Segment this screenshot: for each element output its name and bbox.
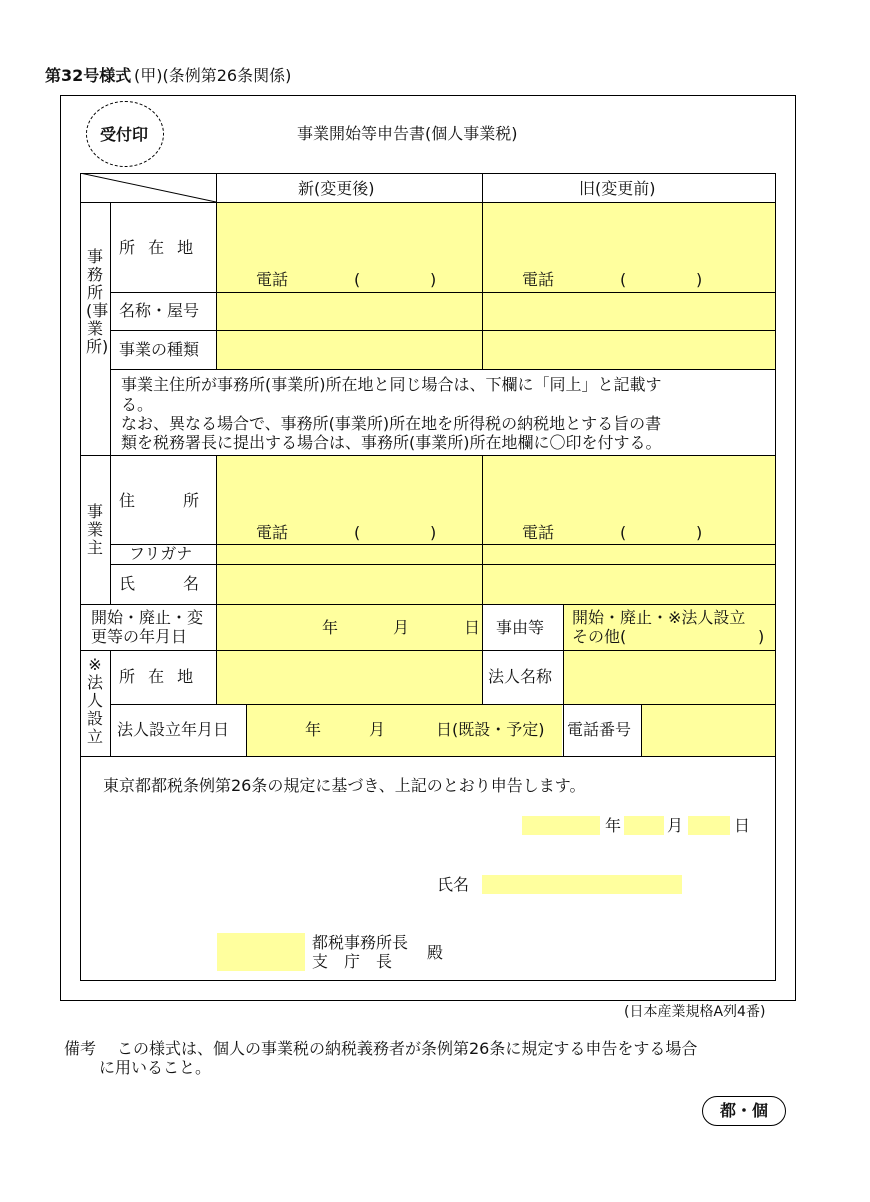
- form-number: 第32号様式: [45, 66, 132, 85]
- col-line: [216, 455, 217, 704]
- honorific: 殿: [427, 943, 444, 962]
- reception-stamp-label: 受付印: [100, 125, 149, 144]
- row-line: [80, 756, 776, 757]
- office-note-line2: る。: [121, 395, 154, 414]
- row-line: [110, 292, 776, 293]
- paren-open: (: [354, 523, 361, 542]
- form-title: 事業開始等申告書(個人事業税): [297, 124, 518, 143]
- decl-day-label: 日: [734, 816, 751, 835]
- paren-close: ): [430, 523, 437, 542]
- col-line: [246, 704, 247, 756]
- row-line: [110, 369, 776, 370]
- row-line: [110, 544, 776, 545]
- corp-section-label: ※法人設立: [86, 655, 103, 746]
- row-line: [80, 455, 776, 456]
- office-note-line4: 類を税務署長に提出する場合は、事務所(事業所)所在地欄に〇印を付する。: [121, 433, 662, 452]
- remarks-label: 備考: [64, 1039, 97, 1058]
- change-month-label: 月: [393, 618, 410, 637]
- col-line: [482, 455, 483, 704]
- col-line: [110, 650, 111, 756]
- col-line: [563, 704, 564, 756]
- column-header-old: 旧(変更前): [579, 179, 656, 198]
- row-line: [110, 704, 776, 705]
- paren-open: (: [354, 270, 361, 289]
- row-line: [110, 330, 776, 331]
- col-line: [641, 704, 642, 756]
- column-header-new: 新(変更後): [298, 179, 375, 198]
- office-name-label: 名称・屋号: [119, 301, 200, 320]
- owner-section-label: 事業主: [86, 502, 103, 557]
- corp-name-label: 法人名称: [488, 667, 553, 686]
- branch-office-title: 支 庁 長: [312, 952, 393, 971]
- reason-other: その他(: [572, 627, 627, 646]
- row-line: [80, 604, 776, 605]
- office-note-line1: 事業主住所が事務所(事業所)所在地と同じ場合は、下欄に「同上」と記載す: [121, 375, 662, 394]
- reason-label: 事由等: [496, 618, 545, 637]
- decl-year-label: 年: [605, 816, 622, 835]
- remarks-line1: この様式は、個人の事業税の納税義務者が条例第26条に規定する申告をする場合: [117, 1039, 698, 1058]
- paren-close: ): [696, 270, 703, 289]
- furigana-label: フリガナ: [129, 544, 193, 563]
- office-section-label: 事務所(事業所): [86, 247, 109, 356]
- business-type-label: 事業の種類: [119, 340, 200, 359]
- decl-name-label: 氏名: [437, 875, 470, 894]
- reason-options: 開始・廃止・※法人設立: [572, 608, 746, 627]
- declaration-text: 東京都都税条例第26条の規定に基づき、上記のとおり申告します。: [103, 776, 586, 795]
- paper-size-note: (日本産業規格A列4番): [624, 1004, 766, 1020]
- office-note-line3: なお、異なる場合で、事務所(事業所)所在地を所得税の納税地とする旨の書: [121, 414, 662, 433]
- tax-category-badge: 都・個: [702, 1096, 786, 1126]
- corp-address-label: 所 在 地: [119, 667, 194, 686]
- remarks-line2: に用いること。: [99, 1058, 212, 1077]
- decl-month-label: 月: [667, 816, 684, 835]
- change-date-label-line2: 更等の年月日: [91, 627, 188, 646]
- col-line: [110, 455, 111, 604]
- old-office-phone-label: 電話: [522, 270, 555, 289]
- paren-open: (: [620, 523, 627, 542]
- col-line: [482, 173, 483, 369]
- new-office-phone-label: 電話: [256, 270, 289, 289]
- tax-office-title: 都税事務所長: [312, 933, 409, 952]
- form-suffix: (甲)(条例第26条関係): [134, 66, 292, 85]
- change-year-label: 年: [322, 618, 339, 637]
- paren-close: ): [430, 270, 437, 289]
- change-day-label: 日: [464, 618, 481, 637]
- corp-est-date-label: 法人設立年月日: [117, 720, 230, 739]
- corp-est-year-label: 年: [305, 720, 322, 739]
- header-diagonal: [80, 173, 217, 203]
- corp-est-month-label: 月: [369, 720, 386, 739]
- reason-close-paren: ): [758, 627, 765, 646]
- paren-open: (: [620, 270, 627, 289]
- office-address-label: 所 在 地: [119, 238, 194, 257]
- owner-name-label: 氏 名: [119, 574, 200, 593]
- col-line: [110, 202, 111, 455]
- change-date-label-line1: 開始・廃止・変: [91, 608, 204, 627]
- col-line: [563, 604, 564, 704]
- owner-address-label: 住 所: [119, 491, 200, 510]
- row-line: [110, 564, 776, 565]
- new-owner-phone-label: 電話: [256, 523, 289, 542]
- row-line: [80, 650, 776, 651]
- corp-phone-label: 電話番号: [567, 720, 632, 739]
- corp-est-status: 日(既設・予定): [436, 720, 545, 739]
- old-owner-phone-label: 電話: [522, 523, 555, 542]
- paren-close: ): [696, 523, 703, 542]
